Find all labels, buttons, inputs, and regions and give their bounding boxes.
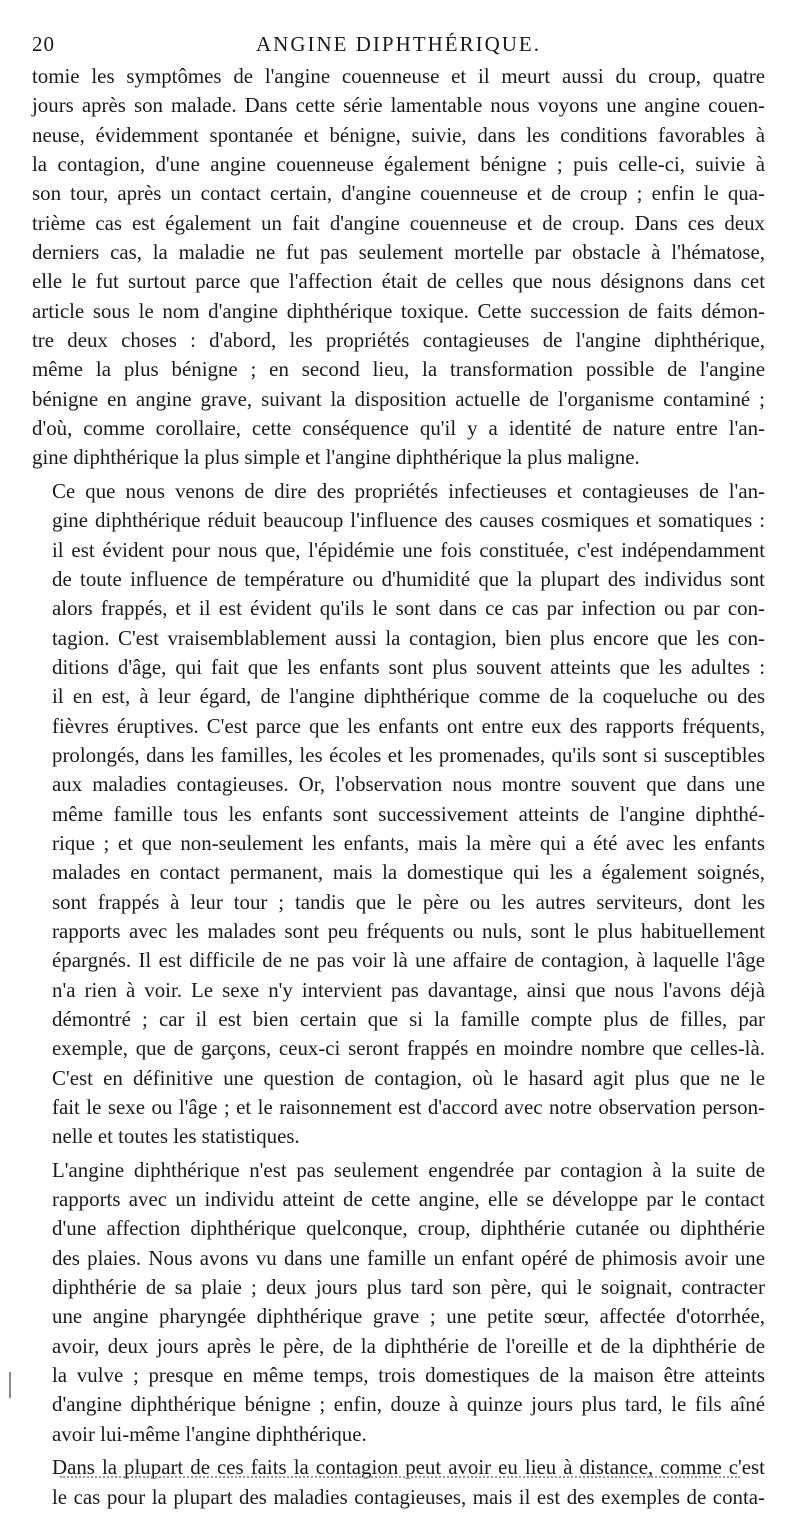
text-line: même famille tous les enfants sont successivement atteints de l'angine diphthé-	[52, 801, 765, 826]
text-line: C'est en définitive une question de contagion, où le hasard agit plus que ne le	[52, 1065, 765, 1090]
text-line: fièvres éruptives. C'est parce que les enfants ont entre eux des rapports fréquents,	[52, 713, 765, 738]
paragraph-1	[32, 62, 765, 473]
text-line: rapports avec les malades sont peu fréquents ou nuls, sont le plus habituellement	[52, 918, 765, 943]
text-line: tomie les symptômes de l'angine couenneuse et il meurt aussi du croup, quatre	[32, 64, 765, 88]
text-line: rique ; et que non-seulement les enfants, mais la mère qui a été avec les enfants	[52, 830, 765, 855]
text-line: des plaies. Nous avons vu dans une famille un enfant opéré de phimosis avoir une	[52, 1245, 765, 1270]
text-line: le cas pour la plupart des maladies contagieuses, mais il est des exemples de conta-	[52, 1484, 765, 1509]
text-line: la vulve ; presque en même temps, trois domestiques de la maison être atteints	[52, 1363, 765, 1388]
text-line: démontré ; car il est bien certain que si la famille compte plus de filles, par	[52, 1007, 765, 1031]
book-page	[32, 26, 765, 1516]
text-line: Ce que nous venons de dire des propriétés infectieuses et contagieuses de l'an-	[52, 478, 765, 503]
text-line: ditions d'âge, qui fait que les enfants sont plus souvent atteints que les adultes :	[52, 654, 765, 679]
text-line: même la plus bénigne ; en second lieu, la transformation possible de l'angine	[32, 357, 765, 382]
text-line: aux maladies contagieuses. Or, l'observation nous montre souvent que dans une	[52, 772, 765, 797]
text-line: derniers cas, la maladie ne fut pas seulement mortelle par obstacle à l'hématose,	[32, 240, 765, 265]
text-line: jours après son malade. Dans cette série lamentable nous voyons une angine couen-	[32, 93, 765, 118]
text-line: L'angine diphthérique n'est pas seulement engendrée par contagion à la suite de	[52, 1157, 765, 1182]
text-line: son tour, après un contact certain, d'angine couenneuse et de croup ; enfin le qua-	[32, 181, 765, 206]
text-line: d'angine diphthérique bénigne ; enfin, douze à quinze jours plus tard, le fils aîné	[52, 1392, 765, 1417]
text-line: la contagion, d'une angine couenneuse également bénigne ; puis celle-ci, suivie à	[32, 152, 765, 177]
text-line: Dans la plupart de ces faits la contagion peut avoir eu lieu à distance, comme c'est	[52, 1455, 765, 1480]
text-line: bénigne en angine grave, suivant la disposition actuelle de l'organisme contaminé ;	[32, 386, 765, 411]
text-line: d'une affection diphthérique quelconque, croup, diphthérie cutanée ou diphthérie	[52, 1216, 765, 1241]
text-line: trième cas est également un fait d'angine couenneuse et de croup. Dans ces deux	[32, 210, 765, 235]
text-line: rapports avec un individu atteint de cette angine, elle se développe par le contact	[52, 1187, 765, 1212]
running-head	[32, 26, 765, 60]
bottom-rule	[60, 1476, 740, 1478]
text-line: tre deux choses : d'abord, les propriétés contagieuses de l'angine diphthérique,	[32, 328, 765, 353]
running-title: ANGINE DIPHTHÉRIQUE.	[256, 32, 541, 56]
paragraph-4	[32, 1453, 765, 1512]
text-line: d'où, comme corollaire, cette conséquence qu'il y a identité de nature entre l'an-	[32, 416, 765, 441]
text-line: avoir, deux jours après le père, de la diphthérie de l'oreille et de la diphthérie de	[52, 1333, 765, 1358]
text-line: de toute influence de température ou d'humidité que la plupart des individus sont	[52, 566, 765, 591]
text-line: une angine pharyngée diphthérique grave ; une petite sœur, affectée d'otorrhée,	[52, 1304, 765, 1329]
paragraph-2	[32, 477, 765, 1152]
text-line: il est évident pour nous que, l'épidémie une fois constituée, c'est indépendamment	[52, 537, 765, 562]
margin-mark	[9, 1372, 11, 1398]
body-text	[32, 62, 765, 1512]
page-number: 20	[32, 32, 55, 56]
text-line: il en est, à leur égard, de l'angine diphthérique comme de la coqueluche ou des	[52, 684, 765, 709]
text-line: malades en contact permanent, mais la domestique qui les a également soignés,	[52, 860, 765, 885]
text-line: sont frappés à leur tour ; tandis que le père ou les autres serviteurs, dont les	[52, 889, 765, 914]
text-line: n'a rien à voir. Le sexe n'y intervient pas davantage, ainsi que nous l'avons déjà	[52, 977, 765, 1002]
text-line: alors frappés, et il est évident qu'ils le sont dans ce cas par infection ou par con-	[52, 596, 765, 621]
text-line: épargnés. Il est difficile de ne pas voir là une affaire de contagion, à laquelle l'âge	[52, 948, 765, 973]
paragraph-3	[32, 1156, 765, 1449]
text-line: prolongés, dans les familles, les écoles et les promenades, qu'ils sont si susceptibles	[52, 742, 765, 767]
text-line: exemple, que de garçons, ceux-ci seront frappés en moindre nombre que celles-là.	[52, 1036, 765, 1061]
text-line: gine diphthérique réduit beaucoup l'influence des causes cosmiques et somatiques :	[52, 508, 765, 533]
text-line: elle le fut surtout parce que l'affection était de celles que nous désignons dans cet	[32, 269, 765, 294]
text-line: diphthérie de sa plaie ; deux jours plus tard son père, qui le soignait, contracter	[52, 1275, 765, 1300]
text-line: avoir lui-même l'angine diphthérique.	[52, 1421, 367, 1446]
text-line: fait le sexe ou l'âge ; et le raisonnement est d'accord avec notre observation person-	[52, 1095, 765, 1120]
text-line: article sous le nom d'angine diphthérique toxique. Cette succession de faits démon-	[32, 298, 765, 323]
text-line: tagion. C'est vraisemblablement aussi la contagion, bien plus encore que les con-	[52, 625, 765, 650]
text-line: neuse, évidemment spontanée et bénigne, suivie, dans les conditions favorables à	[32, 122, 765, 147]
text-line: gine diphthérique la plus simple et l'angine diphthérique la plus maligne.	[32, 445, 640, 470]
text-line: nelle et toutes les statistiques.	[52, 1124, 300, 1149]
